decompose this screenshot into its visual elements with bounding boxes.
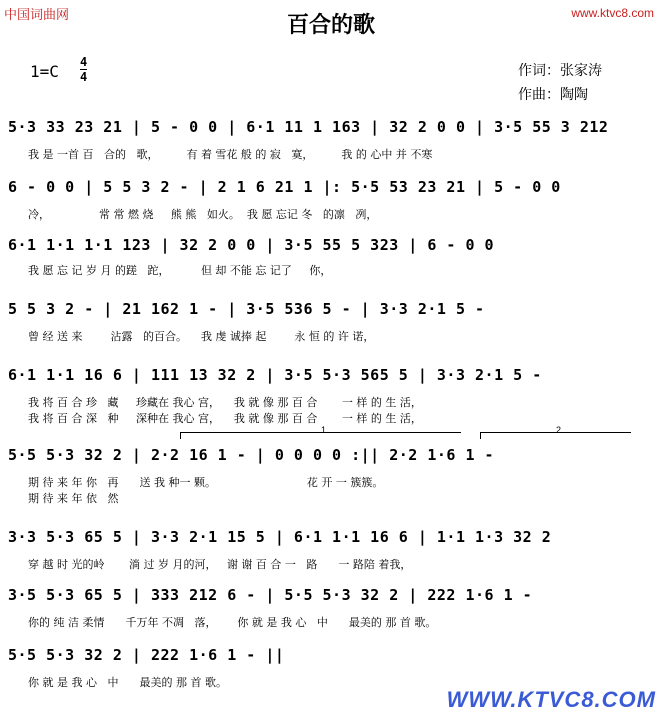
notation-line-1: 5·3 33 23 21 | 5 - 0 0 | 6·1 11 1 163 | 32 2 0 0 | 3·5 55 3 212 xyxy=(8,118,609,136)
notation-line-3: 6·1 1·1 1·1 123 | 32 2 0 0 | 3·5 55 5 323 | 6 - 0 0 xyxy=(8,236,495,254)
time-signature xyxy=(80,56,87,83)
lyric-line-5b: 我 将 百 合 深 种 深种在 我心 宫， 我 就 像 那 百 合 一 样 的 生 活， xyxy=(28,412,422,425)
second-ending-bracket xyxy=(480,425,631,439)
site-watermark-top-left: 中国词曲网 xyxy=(4,8,70,23)
song-title: 百合的歌 xyxy=(286,12,375,38)
notation-line-4: 5 5 3 2 - | 21 162 1 - | 3·5 536 5 - | 3·3 2·1 5 - xyxy=(8,300,485,318)
lyric-line-5a: 我 将 百 合 珍 藏 珍藏在 我心 宫， 我 就 像 那 百 合 一 样 的 生 活， xyxy=(28,396,422,409)
lyric-line-7: 穿 越 时 光的岭 淌 过 岁 月的河， 谢 谢 百 合 一 路 一 路陪 着我， xyxy=(28,558,412,571)
site-watermark-bottom-right: WWW.KTVC8.COM xyxy=(446,687,656,712)
time-signature-bottom: 4 xyxy=(80,70,88,84)
notation-line-7: 3·3 5·3 65 5 | 3·3 2·1 15 5 | 6·1 1·1 16 6 | 1·1 1·3 32 2 xyxy=(8,528,552,546)
lyric-line-4: 曾 经 送 来 沾露 的百合。 我 虔 诚捧 起 永 恒 的 许 诺， xyxy=(28,330,375,343)
lyric-line-2: 冷， 常 常 燃 烧 熊 熊 如火。 我 愿 忘记 冬 的凛 冽， xyxy=(28,208,378,221)
notation-line-9: 5·5 5·3 32 2 | 222 1·6 1 - || xyxy=(8,646,285,664)
first-ending-bracket xyxy=(180,425,461,439)
lyric-line-1: 我 是 一首 百 合的 歌， 有 着 雪花 般 的 寂 寞， 我 的 心中 并 不寒 xyxy=(28,148,433,161)
lyric-line-9: 你 就 是 我 心 中 最美的 那 首 歌。 xyxy=(28,676,227,689)
second-ending-number: 2 xyxy=(556,425,562,435)
lyric-line-3: 我 愿 忘 记 岁 月 的蹉 跎， 但 却 不能 忘 记了 你， xyxy=(28,264,332,277)
lyric-line-6a: 期 待 来 年 你 再 送 我 种一 颗。 花 开 一 簇簇。 xyxy=(28,476,384,489)
notation-line-6: 5·5 5·3 32 2 | 2·2 16 1 - | 0 0 0 0 :|| 2·2 1·6 1 - xyxy=(8,446,495,464)
lyricist-credit: 作词：张家涛 xyxy=(518,63,602,79)
notation-line-2: 6 - 0 0 | 5 5 3 2 - | 2 1 6 21 1 |: 5·5 53 23 21 | 5 - 0 0 xyxy=(8,178,561,196)
composer-credit: 作曲：陶陶 xyxy=(518,87,588,103)
lyric-line-6b: 期 待 来 年 依 然 xyxy=(28,492,119,505)
notation-line-5: 6·1 1·1 16 6 | 111 13 32 2 | 3·5 5·3 565 5 | 3·3 2·1 5 - xyxy=(8,366,542,384)
first-ending-number: 1 xyxy=(321,425,327,435)
notation-line-8: 3·5 5·3 65 5 | 333 212 6 - | 5·5 5·3 32 2 | 222 1·6 1 - xyxy=(8,586,533,604)
site-watermark-top-right: www.ktvc8.com xyxy=(571,6,654,20)
lyric-line-8: 你的 纯 洁 柔情 千万年 不凋 落， 你 就 是 我 心 中 最美的 那 首 歌。 xyxy=(28,616,437,629)
key-signature: 1=C xyxy=(30,62,59,81)
time-signature-top: 4 xyxy=(80,55,88,69)
